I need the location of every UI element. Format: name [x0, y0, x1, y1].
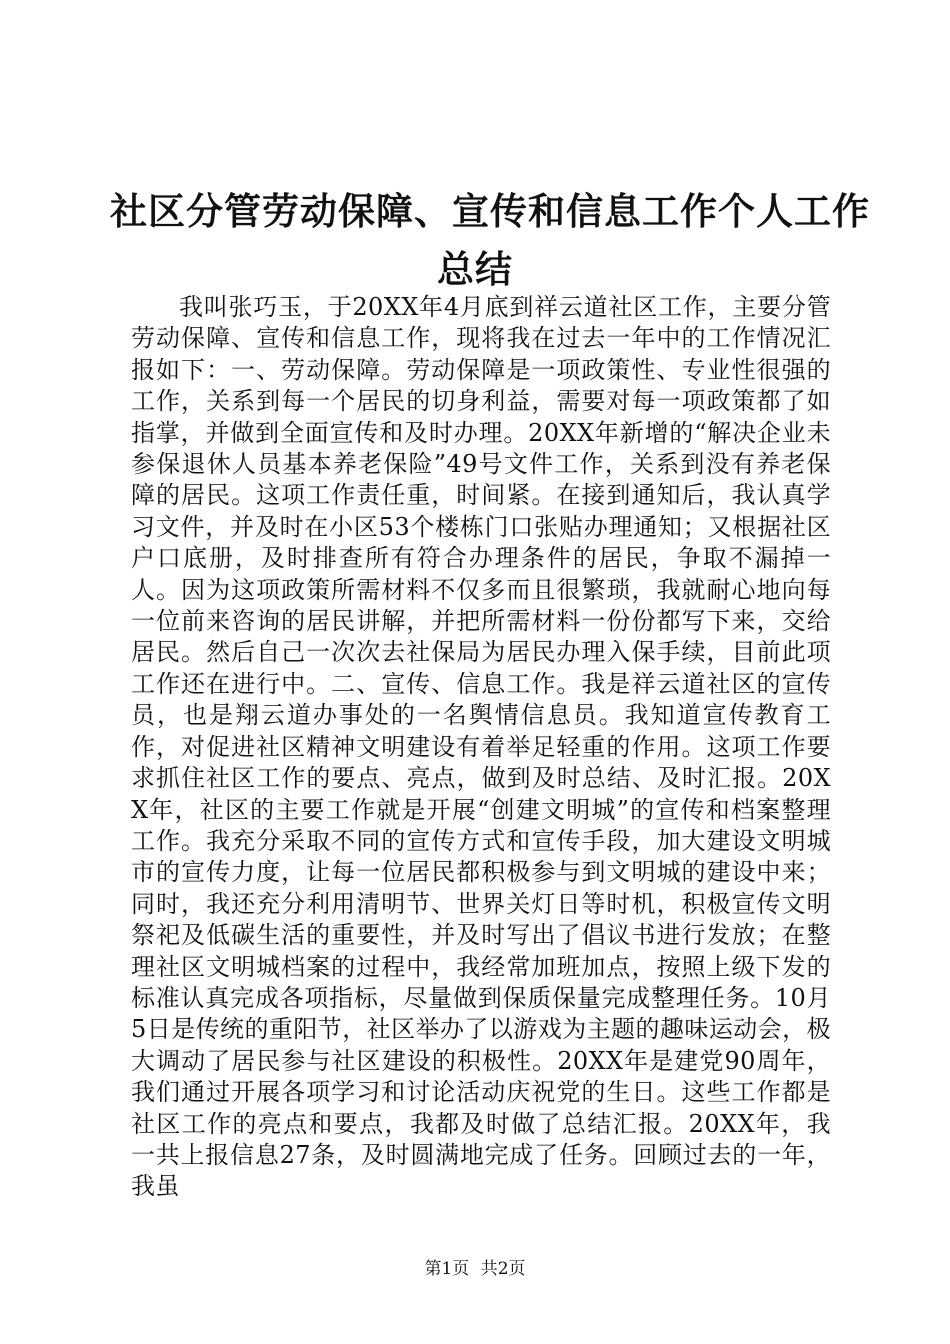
title-line-1: 社区分管劳动保障、宣传和信息工作个人工作	[110, 189, 870, 233]
body-paragraph: 我叫张巧玉，于20XX年4月底到祥云道社区工作，主要分管劳动保障、宣传和信息工作，现将我在过去一年中的工作情况汇报如下：一、劳动保障。劳动保障是一项政策性、专业性很强的工作，关系到每一个居民的切身利益，需要对每一项政策都了如指掌，并做到全面宣传和及时办理。20XX年新增的“解决企业未参保退休人员基本养老保险”49号文件工作，关系到没有养老保障的居民。这项工作责任重，时间紧。在接到通知后，我认真学习文件，并及时在小区53个楼栋门口张贴办理通知；又根据社区户口底册，及时排查所有符合办理条件的居民，争取不漏掉一人。因为这项政策所需材料不仅多而且很繁琐，我就耐心地向每一位前来咨询的居民讲解，并把所需材料一份份都写下来，交给居民。然后自己一次次去社保局为居民办理入保手续，目前此项工作还在进行中。二、宣传、信息工作。我是祥云道社区的宣传员，也是翔云道办事处的一名舆情信息员。我知道宣传教育工作，对促进社区精神文明建设有着举足轻重的作用。这项工作要求抓住社区工作的要点、亮点，做到及时总结、及时汇报。20XX年，社区的主要工作就是开展“创建文明城”的宣传和档案整理工作。我充分采取不同的宣传方式和宣传手段，加大建设文明城市的宣传力度，让每一位居民都积极参与到文明城的建设中来；同时，我还充分利用清明节、世界关灯日等时机，积极宣传文明祭祀及低碳生活的重要性，并及时写出了倡议书进行发放；在整理社区文明城档案的过程中，我经常加班加点，按照上级下发的标准认真完成各项指标，尽量做到保质保量完成整理任务。10月5日是传统的重阳节，社区举办了以游戏为主题的趣味运动会，极大调动了居民参与社区建设的积极性。20XX年是建党90周年，我们通过开展各项学习和讨论活动庆祝党的生日。这些工作都是社区工作的亮点和要点，我都及时做了总结汇报。20XX年，我一共上报信息27条，及时圆满地完成了任务。回顾过去的一年，我虽	[131, 293, 831, 1201]
title-line-2: 总结	[437, 247, 513, 291]
page-number-current: 第1页	[424, 1259, 470, 1279]
document-title	[110, 182, 870, 298]
page-footer	[0, 1258, 950, 1280]
page-number-total: 共2页	[480, 1259, 526, 1279]
